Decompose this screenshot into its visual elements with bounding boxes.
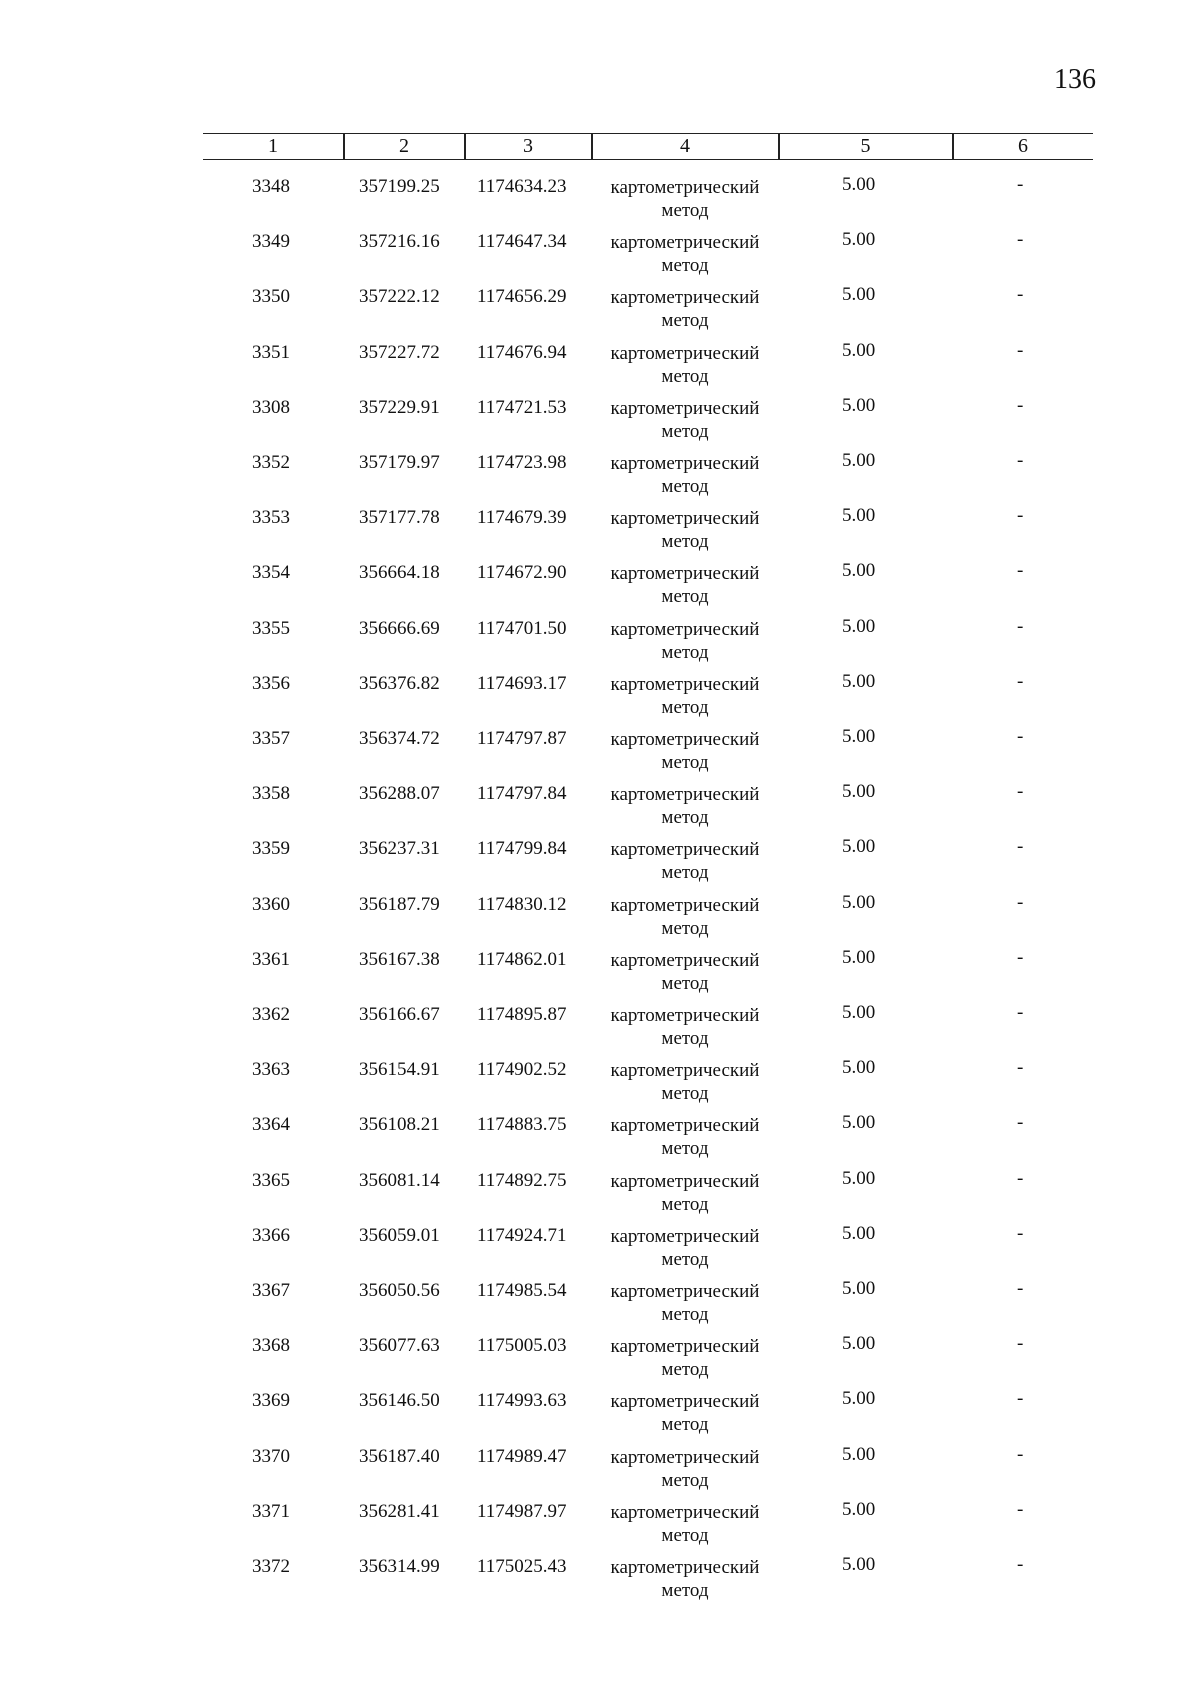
method	[600, 176, 770, 222]
method-line-1: картометрический	[610, 342, 760, 364]
method	[600, 894, 770, 940]
accuracy: 5.00	[842, 174, 876, 195]
accuracy: 5.00	[842, 1498, 876, 1520]
coordinate-x: 356666.69	[359, 617, 440, 639]
method	[600, 838, 770, 884]
column-header-4: 4	[680, 135, 690, 157]
note: -	[1017, 284, 1024, 306]
point-number: 3353	[252, 507, 290, 529]
method	[600, 397, 770, 443]
method-line-1: картометрический	[610, 1115, 760, 1137]
table-row	[0, 946, 1200, 1004]
method-line-1: картометрический	[610, 1170, 760, 1192]
method	[600, 1556, 770, 1602]
coordinate-x: 357222.12	[359, 286, 440, 308]
point-number: 3364	[252, 1114, 290, 1136]
accuracy: 5.00	[842, 394, 876, 416]
method-line-2: метод	[661, 752, 709, 773]
method-line-2: метод	[661, 1193, 709, 1215]
point-number: 3359	[252, 838, 290, 860]
table-row	[0, 838, 1200, 893]
point-number: 3352	[252, 452, 290, 473]
note: -	[1017, 891, 1024, 913]
point-number: 3361	[252, 948, 290, 970]
method-line-1: картометрический	[610, 1501, 760, 1523]
table-row	[0, 1556, 1200, 1611]
coordinate-x: 357199.25	[359, 176, 440, 197]
note: -	[1017, 1057, 1024, 1079]
method	[600, 1004, 770, 1050]
method-line-2: метод	[661, 200, 709, 221]
table-row	[0, 783, 1200, 838]
note: -	[1017, 781, 1024, 803]
coordinate-y: 1174797.84	[477, 783, 567, 805]
coordinate-x: 356237.31	[359, 838, 440, 860]
point-number: 3360	[252, 893, 290, 915]
table-row	[0, 452, 1200, 507]
method-line-2: метод	[661, 696, 709, 718]
accuracy: 5.00	[842, 781, 876, 803]
table-header	[203, 133, 1093, 160]
method-line-1: картометрический	[610, 453, 760, 474]
coordinate-y: 1175005.03	[477, 1335, 567, 1357]
note: -	[1017, 615, 1024, 637]
method-line-1: картометрический	[610, 1281, 760, 1302]
coordinate-x: 356077.63	[359, 1335, 440, 1357]
column-header-5: 5	[860, 135, 871, 157]
accuracy: 5.00	[842, 339, 876, 361]
accuracy: 5.00	[842, 1112, 876, 1134]
method-line-1: картометрический	[610, 397, 760, 419]
coordinate-y: 1174883.75	[477, 1114, 567, 1136]
coordinate-y: 1174985.54	[477, 1280, 567, 1301]
coordinate-x: 356146.50	[359, 1390, 440, 1412]
coordinate-y: 1174830.12	[477, 893, 567, 915]
coordinate-x: 356187.40	[359, 1445, 440, 1467]
coordinate-x: 357229.91	[359, 396, 440, 418]
note: -	[1017, 836, 1024, 858]
note: -	[1017, 1388, 1024, 1410]
method-line-2: метод	[661, 420, 709, 442]
method-line-2: метод	[661, 1414, 709, 1436]
method-line-2: метод	[661, 1248, 709, 1270]
coordinate-y: 1174723.98	[477, 452, 567, 473]
note: -	[1017, 1167, 1024, 1189]
method-line-1: картометрический	[610, 949, 760, 971]
accuracy: 5.00	[842, 836, 876, 858]
column-header-6: 6	[1018, 135, 1028, 157]
table-row	[0, 891, 1200, 949]
method-line-1: картометрический	[610, 1060, 760, 1082]
method	[600, 1114, 770, 1160]
note: -	[1017, 726, 1024, 747]
table-row	[0, 615, 1200, 673]
accuracy: 5.00	[842, 1388, 876, 1410]
note: -	[1017, 174, 1024, 195]
method	[600, 562, 770, 608]
accuracy: 5.00	[842, 229, 876, 251]
coordinate-x: 356281.41	[359, 1500, 440, 1522]
method-line-2: метод	[661, 1028, 709, 1049]
accuracy: 5.00	[842, 560, 876, 582]
point-number: 3368	[252, 1335, 290, 1357]
method-line-1: картометрический	[610, 1225, 760, 1247]
method-line-2: метод	[661, 917, 709, 939]
point-number: 3351	[252, 341, 290, 363]
method-line-2: метод	[661, 310, 709, 332]
coordinate-y: 1174799.84	[477, 838, 567, 860]
method	[600, 1059, 770, 1105]
method-line-2: метод	[661, 586, 709, 608]
method-line-1: картометрический	[610, 1391, 760, 1413]
note: -	[1017, 229, 1024, 251]
method	[600, 342, 770, 388]
method-line-1: картометрический	[610, 563, 760, 585]
method	[600, 286, 770, 332]
method-line-1: картометрический	[610, 618, 760, 640]
method	[600, 728, 770, 774]
method-line-1: картометрический	[610, 1446, 760, 1468]
table-row	[0, 339, 1200, 397]
table-row	[0, 1004, 1200, 1059]
method	[600, 1446, 770, 1492]
note: -	[1017, 1112, 1024, 1134]
method	[600, 783, 770, 829]
note: -	[1017, 1333, 1024, 1355]
accuracy: 5.00	[842, 615, 876, 637]
accuracy: 5.00	[842, 1002, 876, 1023]
method-line-2: метод	[661, 1580, 709, 1601]
coordinate-y: 1174676.94	[477, 341, 567, 363]
note: -	[1017, 450, 1024, 471]
note: -	[1017, 1554, 1024, 1575]
method-line-2: метод	[661, 1524, 709, 1546]
accuracy: 5.00	[842, 1278, 876, 1299]
coordinate-y: 1174679.39	[477, 507, 567, 529]
method-line-2: метод	[661, 972, 709, 994]
accuracy: 5.00	[842, 1333, 876, 1355]
coordinate-x: 356050.56	[359, 1280, 440, 1301]
accuracy: 5.00	[842, 946, 876, 968]
point-number: 3370	[252, 1445, 290, 1467]
coordinate-x: 357177.78	[359, 507, 440, 529]
table-row	[0, 670, 1200, 728]
point-number: 3348	[252, 176, 290, 197]
coordinate-x: 356108.21	[359, 1114, 440, 1136]
method-line-1: картометрический	[610, 729, 760, 750]
method-line-1: картометрический	[610, 673, 760, 695]
page-number: 136	[1054, 64, 1096, 95]
accuracy: 5.00	[842, 891, 876, 913]
coordinate-y: 1174902.52	[477, 1059, 567, 1081]
coordinate-y: 1174892.75	[477, 1169, 567, 1191]
method-line-1: картометрический	[610, 287, 760, 309]
method-line-2: метод	[661, 1469, 709, 1491]
method	[600, 618, 770, 664]
method-line-1: картометрический	[610, 894, 760, 916]
accuracy: 5.00	[842, 284, 876, 306]
method	[600, 1390, 770, 1436]
table-row	[0, 1335, 1200, 1390]
method-line-1: картометрический	[610, 1336, 760, 1358]
method-line-1: картометрический	[610, 839, 760, 861]
note: -	[1017, 394, 1024, 416]
coordinate-y: 1174701.50	[477, 617, 567, 639]
note: -	[1017, 339, 1024, 361]
accuracy: 5.00	[842, 1057, 876, 1079]
method-line-2: метод	[661, 1138, 709, 1160]
coordinate-y: 1174693.17	[477, 672, 567, 694]
table-row	[0, 176, 1200, 231]
method-line-2: метод	[661, 531, 709, 553]
point-number: 3358	[252, 783, 290, 805]
method-line-2: метод	[661, 807, 709, 829]
point-number: 3308	[252, 396, 290, 418]
method-line-1: картометрический	[610, 784, 760, 806]
note: -	[1017, 1443, 1024, 1465]
table-row	[0, 507, 1200, 562]
coordinate-x: 356166.67	[359, 1004, 440, 1025]
method-line-1: картометрический	[610, 508, 760, 530]
method-line-2: метод	[661, 1304, 709, 1325]
coordinate-x: 356187.79	[359, 893, 440, 915]
note: -	[1017, 946, 1024, 968]
accuracy: 5.00	[842, 450, 876, 471]
coordinate-y: 1174993.63	[477, 1390, 567, 1412]
method-line-2: метод	[661, 862, 709, 884]
column-header-2: 2	[399, 135, 409, 157]
table-row	[0, 231, 1200, 286]
table-row	[0, 562, 1200, 617]
method-line-1: картометрический	[610, 232, 760, 254]
method-line-2: метод	[661, 365, 709, 387]
note: -	[1017, 1498, 1024, 1520]
method-line-2: метод	[661, 1083, 709, 1105]
accuracy: 5.00	[842, 670, 876, 692]
method	[600, 231, 770, 277]
table-row	[0, 1114, 1200, 1169]
method-line-1: картометрический	[610, 177, 760, 198]
point-number: 3367	[252, 1280, 290, 1301]
method	[600, 452, 770, 498]
coordinate-x: 357179.97	[359, 452, 440, 473]
coordinate-y: 1174634.23	[477, 176, 567, 197]
method	[600, 673, 770, 719]
coordinate-y: 1174989.47	[477, 1445, 567, 1467]
coordinate-y: 1175025.43	[477, 1556, 567, 1577]
column-header-1: 1	[268, 135, 278, 157]
coordinate-y: 1174672.90	[477, 562, 567, 584]
method-line-2: метод	[661, 641, 709, 663]
method-line-1: картометрический	[610, 1005, 760, 1026]
coordinate-x: 356081.14	[359, 1169, 440, 1191]
method	[600, 1280, 770, 1326]
method	[600, 1225, 770, 1271]
coordinate-y: 1174895.87	[477, 1004, 567, 1025]
coordinate-x: 357227.72	[359, 341, 440, 363]
accuracy: 5.00	[842, 1167, 876, 1189]
note: -	[1017, 505, 1024, 527]
method-line-1: картометрический	[610, 1557, 760, 1578]
table-row	[0, 1390, 1200, 1445]
table-row	[0, 1498, 1200, 1556]
coordinate-x: 356167.38	[359, 948, 440, 970]
method	[600, 1501, 770, 1547]
method-line-2: метод	[661, 476, 709, 497]
method	[600, 1170, 770, 1216]
coordinate-y: 1174924.71	[477, 1224, 567, 1246]
note: -	[1017, 1002, 1024, 1023]
coordinate-x: 356288.07	[359, 783, 440, 805]
table-row	[0, 394, 1200, 452]
accuracy: 5.00	[842, 726, 876, 747]
table-row	[0, 1167, 1200, 1225]
point-number: 3355	[252, 617, 290, 639]
coordinate-y: 1174647.34	[477, 231, 567, 253]
table-row	[0, 286, 1200, 341]
point-number: 3371	[252, 1500, 290, 1522]
method	[600, 507, 770, 553]
coordinate-y: 1174797.87	[477, 728, 567, 749]
coordinate-x: 356154.91	[359, 1059, 440, 1081]
note: -	[1017, 670, 1024, 692]
point-number: 3350	[252, 286, 290, 308]
coordinate-x: 356664.18	[359, 562, 440, 584]
coordinate-y: 1174656.29	[477, 286, 567, 308]
accuracy: 5.00	[842, 1222, 876, 1244]
note: -	[1017, 1222, 1024, 1244]
point-number: 3363	[252, 1059, 290, 1081]
point-number: 3366	[252, 1224, 290, 1246]
table-row	[0, 1059, 1200, 1114]
point-number: 3349	[252, 231, 290, 253]
coordinate-y: 1174721.53	[477, 396, 567, 418]
method	[600, 949, 770, 995]
point-number: 3362	[252, 1004, 290, 1025]
coordinate-x: 356374.72	[359, 728, 440, 749]
coordinate-x: 357216.16	[359, 231, 440, 253]
note: -	[1017, 1278, 1024, 1299]
point-number: 3354	[252, 562, 290, 584]
table-row	[0, 728, 1200, 783]
point-number: 3372	[252, 1556, 290, 1577]
method-line-2: метод	[661, 255, 709, 277]
table-row	[0, 1222, 1200, 1280]
coordinate-x: 356059.01	[359, 1224, 440, 1246]
coordinate-y: 1174862.01	[477, 948, 567, 970]
coordinate-y: 1174987.97	[477, 1500, 567, 1522]
accuracy: 5.00	[842, 1443, 876, 1465]
column-header-3: 3	[523, 135, 533, 157]
point-number: 3365	[252, 1169, 290, 1191]
table-row	[0, 1443, 1200, 1501]
accuracy: 5.00	[842, 1554, 876, 1575]
table-row	[0, 1280, 1200, 1335]
point-number: 3369	[252, 1390, 290, 1412]
coordinate-x: 356376.82	[359, 672, 440, 694]
point-number: 3357	[252, 728, 290, 749]
coordinate-x: 356314.99	[359, 1556, 440, 1577]
note: -	[1017, 560, 1024, 582]
point-number: 3356	[252, 672, 290, 694]
accuracy: 5.00	[842, 505, 876, 527]
method-line-2: метод	[661, 1359, 709, 1381]
method	[600, 1335, 770, 1381]
